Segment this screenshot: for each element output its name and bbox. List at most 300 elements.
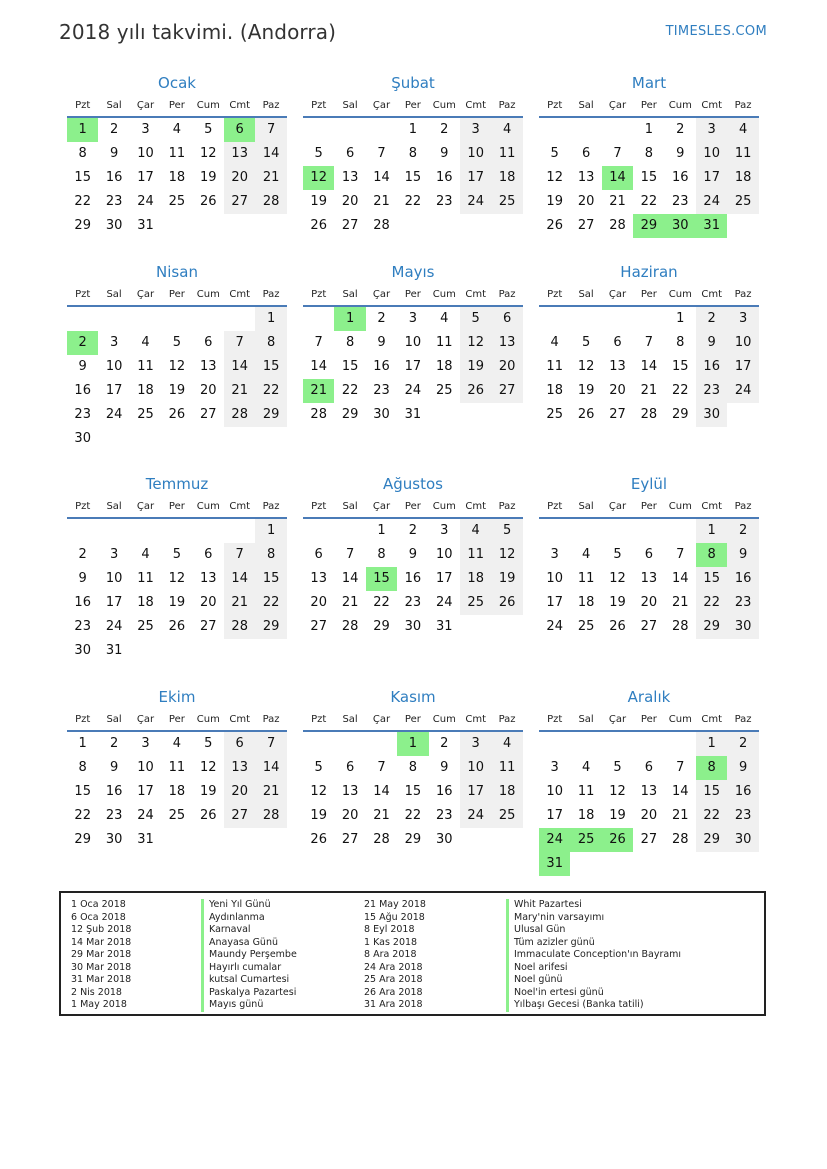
day-cell: 1 — [644, 122, 654, 137]
day-cell: 29 — [696, 615, 727, 639]
day-cell: 16 — [74, 595, 91, 610]
day-cell: 27 — [491, 379, 522, 403]
weekday-label: Cmt — [229, 501, 251, 512]
weekday-label: Cum — [196, 501, 220, 512]
holiday-day-cell: 12 — [303, 166, 334, 190]
day-cell: 21 — [373, 194, 390, 209]
legend-holiday-date: 1 Oca 2018 — [71, 899, 126, 910]
month-block — [303, 475, 523, 685]
day-cell: 8 — [78, 760, 87, 775]
day-cell: 19 — [460, 355, 491, 379]
month-block — [539, 263, 759, 473]
day-cell: 4 — [172, 736, 182, 751]
day-cell: 8 — [255, 331, 286, 355]
weekday-label: Cmt — [465, 714, 487, 725]
day-cell: 15 — [255, 567, 286, 591]
day-cell: 3 — [727, 307, 758, 331]
day-cell: 14 — [255, 142, 286, 166]
day-cell: 5 — [491, 519, 522, 543]
weekday-label: Çar — [608, 289, 627, 300]
day-cell: 19 — [200, 784, 217, 799]
weekday-label: Paz — [262, 501, 280, 512]
holiday-day-cell: 15 — [366, 567, 397, 591]
day-cell: 17 — [105, 383, 123, 398]
weekday-label: Pzt — [75, 714, 91, 725]
day-cell: 4 — [141, 335, 150, 350]
holiday-day-cell: 30 — [665, 214, 696, 238]
day-cell: 9 — [78, 359, 87, 374]
day-cell: 20 — [609, 383, 626, 398]
day-cell: 3 — [440, 523, 449, 538]
day-cell: 28 — [672, 619, 689, 634]
day-cell: 19 — [310, 194, 327, 209]
day-cell: 11 — [460, 543, 491, 567]
weekday-label: Sal — [342, 289, 358, 300]
day-cell: 20 — [577, 194, 595, 209]
day-cell: 28 — [640, 407, 658, 422]
weekday-label: Pzt — [311, 289, 327, 300]
day-cell: 20 — [310, 595, 327, 610]
day-cell: 7 — [224, 543, 255, 567]
day-cell: 14 — [640, 359, 658, 374]
weekday-label: Cum — [196, 289, 220, 300]
legend-holiday-name: kutsal Cumartesi — [201, 974, 297, 987]
month-name: Mart — [631, 74, 667, 92]
weekday-label: Çar — [372, 100, 391, 111]
day-cell: 7 — [224, 331, 255, 355]
day-cell: 20 — [224, 780, 255, 804]
day-cell: 22 — [341, 383, 359, 398]
day-cell: 26 — [491, 591, 522, 615]
day-cell: 19 — [310, 808, 327, 823]
day-cell: 16 — [105, 784, 123, 799]
day-cell: 5 — [314, 146, 323, 161]
day-cell: 8 — [255, 543, 286, 567]
day-cell: 7 — [613, 146, 622, 161]
holiday-day-cell: 1 — [397, 732, 428, 756]
day-cell: 8 — [676, 335, 685, 350]
weekday-label: Cmt — [701, 289, 723, 300]
weekday-label: Pzt — [75, 289, 91, 300]
day-cell: 20 — [640, 808, 658, 823]
day-cell: 26 — [168, 619, 186, 634]
day-cell: 12 — [460, 331, 491, 355]
month-name: Temmuz — [145, 475, 209, 493]
holiday-day-cell: 1 — [334, 307, 365, 331]
day-cell: 9 — [408, 547, 418, 562]
holiday-day-cell: 31 — [539, 852, 570, 876]
legend-holiday-date: 8 Eyl 2018 — [364, 924, 415, 935]
weekday-label: Paz — [498, 289, 516, 300]
day-cell: 12 — [577, 359, 595, 374]
day-cell: 9 — [377, 335, 386, 350]
holiday-day-cell: 8 — [696, 543, 727, 567]
weekday-label: Per — [168, 501, 185, 512]
day-cell: 28 — [224, 615, 255, 639]
day-cell: 5 — [204, 736, 213, 751]
month-block — [67, 263, 287, 473]
day-cell: 27 — [224, 190, 255, 214]
day-cell: 17 — [436, 571, 453, 586]
weekday-label: Sal — [342, 100, 358, 111]
legend-holiday-name: Whit Pazartesi — [506, 899, 681, 912]
day-cell: 26 — [609, 619, 626, 634]
weekday-label: Per — [640, 501, 657, 512]
legend-holiday-name: Aydınlanma — [201, 912, 297, 925]
day-cell: 10 — [460, 142, 491, 166]
day-cell: 4 — [172, 122, 182, 137]
day-cell: 4 — [440, 311, 449, 326]
day-cell: 10 — [436, 547, 453, 562]
day-cell: 6 — [345, 760, 355, 775]
day-cell: 29 — [404, 832, 422, 847]
holiday-day-cell: 25 — [570, 828, 601, 852]
day-cell: 6 — [613, 335, 622, 350]
legend-holiday-name: Maundy Perşembe — [201, 949, 297, 962]
day-cell: 30 — [105, 832, 123, 847]
day-cell: 16 — [696, 355, 727, 379]
weekday-label: Cum — [668, 289, 692, 300]
day-cell: 8 — [345, 335, 355, 350]
day-cell: 14 — [310, 359, 327, 374]
month-block — [539, 688, 759, 898]
weekday-label: Per — [168, 100, 185, 111]
day-cell: 10 — [727, 331, 758, 355]
month-block — [67, 74, 287, 284]
month-header-rule — [67, 517, 287, 519]
day-cell: 13 — [224, 142, 255, 166]
weekday-label: Paz — [734, 100, 752, 111]
day-cell: 25 — [168, 808, 186, 823]
day-cell: 24 — [460, 190, 491, 214]
legend-holiday-name: Mayıs günü — [201, 999, 297, 1012]
weekday-label: Sal — [578, 289, 594, 300]
day-cell: 8 — [408, 760, 418, 775]
weekday-label: Çar — [372, 501, 391, 512]
day-cell: 24 — [404, 383, 422, 398]
day-cell: 25 — [577, 619, 595, 634]
day-cell: 10 — [105, 359, 123, 374]
day-cell: 14 — [341, 571, 359, 586]
day-cell: 13 — [640, 571, 658, 586]
month-block — [303, 688, 523, 898]
day-cell: 29 — [696, 828, 727, 852]
day-cell: 13 — [577, 170, 595, 185]
day-cell: 26 — [546, 218, 563, 233]
day-cell: 1 — [255, 307, 286, 331]
day-cell: 22 — [373, 595, 390, 610]
day-cell: 2 — [377, 311, 386, 326]
weekday-label: Çar — [372, 289, 391, 300]
day-cell: 18 — [168, 170, 186, 185]
day-cell: 12 — [200, 760, 217, 775]
weekday-label: Cum — [432, 289, 456, 300]
day-cell: 16 — [436, 170, 453, 185]
day-cell: 5 — [172, 335, 182, 350]
legend-holiday-name: Tüm azizler günü — [506, 937, 681, 950]
day-cell: 4 — [491, 732, 522, 756]
day-cell: 22 — [696, 804, 727, 828]
day-cell: 30 — [696, 403, 727, 427]
day-cell: 13 — [200, 571, 217, 586]
day-cell: 19 — [577, 383, 595, 398]
weekday-label: Paz — [262, 714, 280, 725]
day-cell: 24 — [137, 194, 154, 209]
page-title: 2018 yılı takvimi. (Andorra) — [59, 20, 336, 44]
legend-holiday-name: Yılbaşı Gecesi (Banka tatili) — [506, 999, 681, 1012]
day-cell: 28 — [255, 190, 286, 214]
day-cell: 16 — [404, 571, 422, 586]
day-cell: 4 — [141, 547, 150, 562]
day-cell: 11 — [137, 359, 154, 374]
legend-holiday-date: 1 May 2018 — [71, 999, 127, 1010]
day-cell: 22 — [255, 591, 286, 615]
day-cell: 5 — [613, 760, 622, 775]
day-cell: 16 — [105, 170, 123, 185]
day-cell: 20 — [491, 355, 522, 379]
holiday-day-cell: 29 — [633, 214, 664, 238]
weekday-label: Cmt — [701, 501, 723, 512]
weekday-label: Çar — [136, 501, 155, 512]
day-cell: 9 — [440, 760, 449, 775]
day-cell: 3 — [141, 122, 150, 137]
day-cell: 23 — [373, 383, 390, 398]
legend-holiday-date: 24 Ara 2018 — [364, 961, 423, 973]
day-cell: 16 — [727, 567, 758, 591]
weekday-label: Cmt — [229, 289, 251, 300]
month-block — [303, 263, 523, 473]
day-cell: 24 — [137, 808, 154, 823]
day-cell: 29 — [74, 218, 91, 233]
day-cell: 3 — [550, 760, 559, 775]
day-cell: 28 — [609, 218, 626, 233]
day-cell: 24 — [105, 407, 123, 422]
day-cell: 14 — [373, 784, 390, 799]
day-cell: 18 — [491, 166, 522, 190]
day-cell: 27 — [640, 619, 658, 634]
day-cell: 23 — [74, 619, 91, 634]
day-cell: 20 — [341, 808, 359, 823]
day-cell: 21 — [640, 383, 658, 398]
day-cell: 6 — [644, 547, 654, 562]
day-cell: 9 — [727, 543, 758, 567]
legend-holiday-name: Mary'nin varsayımı — [506, 912, 681, 925]
weekday-label: Pzt — [547, 289, 563, 300]
holiday-day-cell: 14 — [602, 166, 633, 190]
day-cell: 16 — [672, 170, 689, 185]
day-cell: 9 — [78, 571, 87, 586]
weekday-label: Pzt — [75, 501, 91, 512]
day-cell: 12 — [609, 571, 626, 586]
month-name: Nisan — [156, 263, 198, 281]
legend-holiday-name: Paskalya Pazartesi — [201, 987, 297, 1000]
day-cell: 25 — [137, 619, 154, 634]
day-cell: 11 — [491, 142, 522, 166]
day-cell: 23 — [436, 194, 453, 209]
day-cell: 22 — [255, 379, 286, 403]
day-cell: 29 — [672, 407, 689, 422]
day-cell: 2 — [727, 519, 758, 543]
holiday-day-cell: 26 — [602, 828, 633, 852]
day-cell: 3 — [460, 118, 491, 142]
weekday-label: Paz — [262, 289, 280, 300]
day-cell: 20 — [200, 383, 217, 398]
day-cell: 4 — [460, 519, 491, 543]
day-cell: 21 — [224, 591, 255, 615]
legend-holiday-date: 6 Oca 2018 — [71, 911, 126, 923]
day-cell: 19 — [491, 567, 522, 591]
day-cell: 17 — [137, 784, 154, 799]
weekday-label: Sal — [106, 100, 122, 111]
brand-link[interactable]: TIMESLES.COM — [665, 24, 767, 39]
day-cell: 5 — [581, 335, 591, 350]
day-cell: 22 — [640, 194, 658, 209]
weekday-label: Per — [168, 714, 185, 725]
weekday-label: Cum — [196, 714, 220, 725]
day-cell: 11 — [577, 571, 595, 586]
day-cell: 27 — [200, 407, 217, 422]
day-cell: 26 — [310, 832, 327, 847]
legend-holiday-date: 30 Mar 2018 — [71, 961, 132, 973]
day-cell: 23 — [105, 808, 123, 823]
weekday-label: Per — [404, 714, 421, 725]
day-cell: 2 — [676, 122, 685, 137]
holiday-day-cell: 8 — [696, 756, 727, 780]
day-cell: 20 — [224, 166, 255, 190]
day-cell: 10 — [546, 784, 563, 799]
legend-holiday-date: 31 Mar 2018 — [71, 974, 132, 985]
weekday-label: Cum — [432, 100, 456, 111]
month-name: Kasım — [390, 688, 436, 706]
weekday-label: Cum — [196, 100, 220, 111]
day-cell: 14 — [224, 567, 255, 591]
day-cell: 18 — [137, 383, 154, 398]
day-cell: 13 — [224, 756, 255, 780]
weekday-label: Per — [404, 501, 421, 512]
month-block — [67, 688, 287, 898]
legend-holiday-date: 14 Mar 2018 — [71, 936, 132, 948]
day-cell: 20 — [341, 194, 359, 209]
day-cell: 8 — [377, 547, 386, 562]
day-cell: 21 — [341, 595, 359, 610]
legend-dates-left — [71, 899, 131, 1012]
legend-holiday-date: 25 Ara 2018 — [364, 974, 423, 985]
day-cell: 23 — [436, 808, 453, 823]
day-cell: 21 — [373, 808, 390, 823]
day-cell: 20 — [640, 595, 658, 610]
legend-holiday-date: 8 Ara 2018 — [364, 949, 417, 960]
legend-holiday-date: 31 Ara 2018 — [364, 999, 423, 1010]
day-cell: 21 — [224, 379, 255, 403]
day-cell: 5 — [460, 307, 491, 331]
day-cell: 3 — [109, 547, 119, 562]
day-cell: 22 — [404, 194, 422, 209]
weekday-label: Per — [168, 289, 185, 300]
weekday-label: Pzt — [547, 100, 563, 111]
legend-holiday-name: Anayasa Günü — [201, 937, 297, 950]
weekday-label: Per — [640, 289, 657, 300]
day-cell: 11 — [546, 359, 563, 374]
day-cell: 3 — [460, 732, 491, 756]
day-cell: 2 — [109, 736, 119, 751]
day-cell: 6 — [204, 547, 213, 562]
day-cell: 25 — [491, 804, 522, 828]
legend-holiday-name: Karnaval — [201, 924, 297, 937]
day-cell: 3 — [109, 335, 119, 350]
weekday-label: Cmt — [229, 714, 251, 725]
day-cell: 16 — [373, 359, 390, 374]
day-cell: 12 — [310, 784, 327, 799]
day-cell: 16 — [74, 383, 91, 398]
day-cell: 13 — [310, 571, 327, 586]
day-cell: 7 — [377, 146, 386, 161]
day-cell: 21 — [672, 595, 689, 610]
day-cell: 27 — [224, 804, 255, 828]
day-cell: 22 — [696, 591, 727, 615]
day-cell: 24 — [460, 804, 491, 828]
day-cell: 2 — [408, 523, 418, 538]
day-cell: 14 — [672, 784, 689, 799]
day-cell: 17 — [137, 170, 154, 185]
day-cell: 28 — [341, 619, 359, 634]
day-cell: 19 — [609, 808, 626, 823]
legend-dates-right — [364, 899, 426, 1012]
day-cell: 6 — [224, 732, 255, 756]
weekday-label: Cmt — [465, 100, 487, 111]
month-block — [303, 74, 523, 284]
weekday-label: Çar — [608, 100, 627, 111]
day-cell: 2 — [109, 122, 119, 137]
day-cell: 25 — [168, 194, 186, 209]
day-cell: 8 — [78, 146, 87, 161]
holiday-day-cell: 1 — [67, 118, 98, 142]
day-cell: 9 — [696, 331, 727, 355]
day-cell: 2 — [696, 307, 727, 331]
weekday-label: Çar — [372, 714, 391, 725]
day-cell: 4 — [550, 335, 559, 350]
day-cell: 18 — [546, 383, 563, 398]
day-cell: 22 — [672, 383, 689, 398]
day-cell: 24 — [727, 379, 758, 403]
day-cell: 19 — [168, 383, 186, 398]
day-cell: 10 — [404, 335, 422, 350]
day-cell: 25 — [727, 190, 758, 214]
day-cell: 23 — [696, 379, 727, 403]
legend-holiday-name: Immaculate Conception'ın Bayramı — [506, 949, 681, 962]
day-cell: 23 — [727, 591, 758, 615]
day-cell: 11 — [168, 760, 186, 775]
weekday-label: Sal — [106, 714, 122, 725]
day-cell: 15 — [74, 784, 91, 799]
day-cell: 3 — [696, 118, 727, 142]
weekday-label: Sal — [578, 100, 594, 111]
weekday-label: Paz — [734, 714, 752, 725]
month-name: Haziran — [620, 263, 678, 281]
weekday-label: Paz — [734, 501, 752, 512]
day-cell: 18 — [491, 780, 522, 804]
weekday-label: Cmt — [465, 501, 487, 512]
weekday-label: Cum — [432, 501, 456, 512]
day-cell: 26 — [310, 218, 327, 233]
weekday-label: Cum — [432, 714, 456, 725]
day-cell: 29 — [74, 832, 91, 847]
day-cell: 1 — [696, 519, 727, 543]
weekday-label: Pzt — [547, 501, 563, 512]
day-cell: 25 — [460, 591, 491, 615]
day-cell: 17 — [404, 359, 422, 374]
day-cell: 23 — [74, 407, 91, 422]
weekday-label: Sal — [578, 501, 594, 512]
